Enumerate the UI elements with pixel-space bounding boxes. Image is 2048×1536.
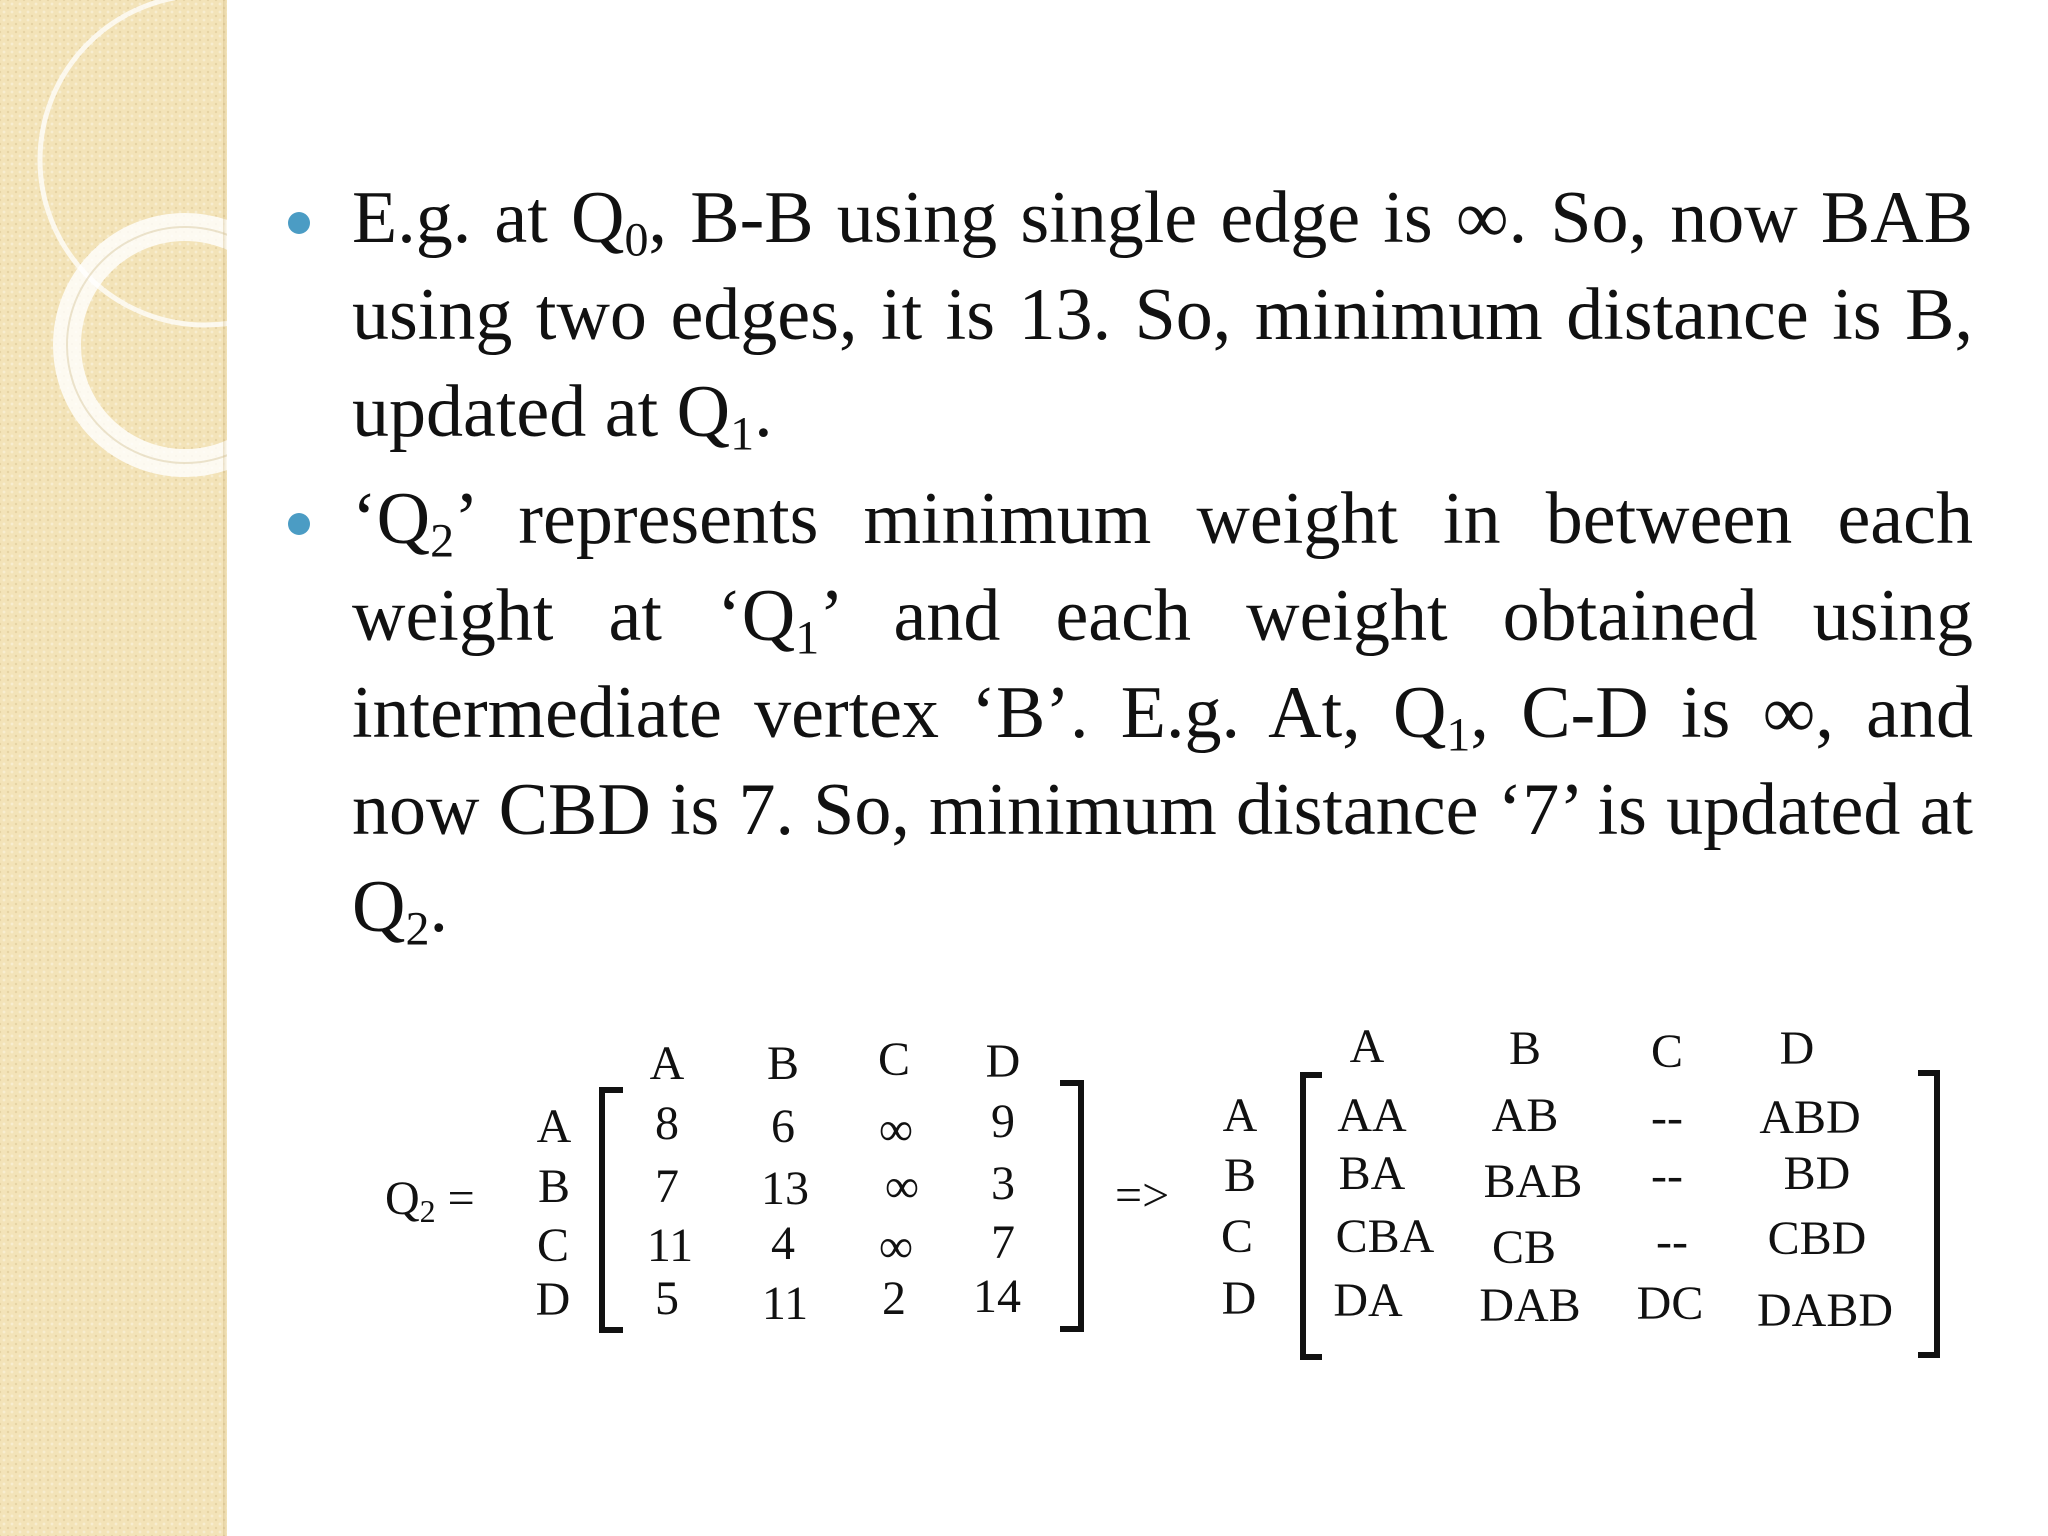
col-header: A [649, 1037, 685, 1090]
matrix-cell: 3 [991, 1157, 1015, 1210]
matrix-cell: -- [1656, 1215, 1688, 1268]
matrix-cell: 8 [655, 1097, 679, 1150]
matrix-cell: DAB [1479, 1279, 1581, 1332]
matrix-cell: 14 [973, 1270, 1021, 1323]
matrix-cell: AA [1337, 1089, 1407, 1142]
matrix-cell: 2 [882, 1272, 906, 1325]
matrix-bracket-left [599, 1087, 623, 1333]
row-label: A [1222, 1089, 1258, 1142]
decorative-rings [0, 0, 227, 520]
col-header: B [1508, 1022, 1542, 1075]
matrix-cell: CBA [1335, 1210, 1435, 1263]
row-label: C [1220, 1210, 1254, 1263]
row-label: C [536, 1219, 570, 1272]
row-label: B [1223, 1149, 1257, 1202]
matrix-cell: 13 [761, 1162, 809, 1215]
row-label: B [537, 1160, 571, 1213]
matrix-cell: 11 [761, 1277, 809, 1330]
bullet-text-2: ‘$Q_2$’ represents minimum weight in between each weight at ‘$Q_1$’ and each weight obtained using intermediate vertex ‘B’. E.g. At, $Q_1$, C-D is ∞, and now CBD is 7. So, minimum distance ‘7’ is updated at $Q_2$. [352, 478, 1973, 956]
matrix-cell: AB [1491, 1089, 1559, 1142]
matrix-cell: ABD [1759, 1091, 1861, 1144]
matrix-cell: 9 [991, 1095, 1015, 1148]
matrix-cell: 7 [655, 1160, 679, 1213]
matrix-cell: 6 [771, 1100, 795, 1153]
bullet-icon [288, 513, 310, 535]
row-label: D [1221, 1272, 1257, 1325]
bullet-text-1: E.g. at $Q_0$, B-B using single edge is ∞. So, now BAB using two edges, it is 13. So, minimum distance is B, updated at $Q_1$. [352, 177, 1974, 461]
matrix-cell: DA [1333, 1274, 1403, 1327]
col-header: C [877, 1033, 911, 1086]
matrix-cell: BAB [1483, 1155, 1583, 1208]
bullet-icon [288, 212, 310, 234]
matrix-bracket-left [1300, 1072, 1322, 1360]
bullet-item-1 [288, 170, 1973, 461]
matrix-cell: BD [1783, 1147, 1851, 1200]
matrix-cell: CBD [1767, 1212, 1867, 1265]
matrix-cell: BA [1338, 1147, 1406, 1200]
matrix-cell: 5 [655, 1272, 679, 1325]
col-header: D [985, 1035, 1021, 1088]
col-header: A [1349, 1020, 1385, 1073]
matrix-cell: DC [1636, 1277, 1704, 1330]
matrix-cell: ∞ [878, 1220, 914, 1273]
row-label: D [535, 1273, 571, 1326]
matrix-bracket-right [1060, 1080, 1084, 1332]
matrix-cell: -- [1651, 1091, 1683, 1144]
matrix-cell: ∞ [884, 1160, 920, 1213]
matrix-cell: CB [1491, 1221, 1557, 1274]
matrix-cell: -- [1651, 1149, 1683, 1202]
decorative-side-strip [0, 0, 227, 1536]
col-header: D [1779, 1022, 1815, 1075]
col-header: B [766, 1037, 800, 1090]
row-label: A [536, 1100, 572, 1153]
col-header: C [1650, 1025, 1684, 1078]
slide-content [288, 170, 1973, 966]
matrix-cell: 11 [646, 1219, 694, 1272]
matrix-cell: 4 [771, 1217, 795, 1270]
matrix-cell: 7 [991, 1216, 1015, 1269]
matrix-bracket-right [1918, 1070, 1940, 1358]
matrix-cell: ∞ [878, 1103, 914, 1156]
bullet-item-2 [288, 471, 1973, 956]
matrix-cell: DABD [1756, 1284, 1894, 1337]
